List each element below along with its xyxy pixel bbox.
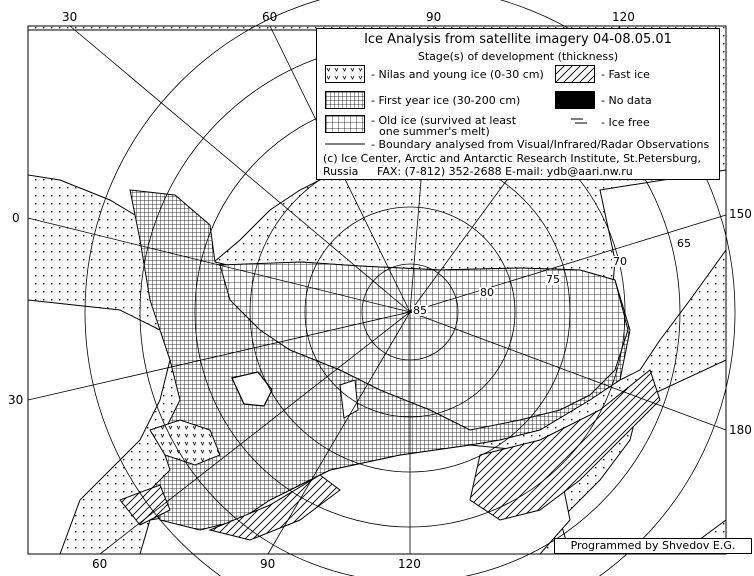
chart-subtitle: Stage(s) of development (thickness) (417, 50, 619, 63)
ice-free-icon (569, 115, 591, 129)
lon-label-bottom-60: 60 (92, 557, 108, 571)
legend-box (316, 28, 720, 180)
fast-ice-swatch (555, 65, 595, 83)
copyright-note: (c) Ice Center, Arctic and Antarctic Research Institute, St.Petersburg, Russia (323, 152, 701, 178)
lat-label-80: 80 (480, 286, 494, 299)
no-data-swatch (555, 91, 595, 109)
lon-label-right-150: 150 (729, 207, 752, 221)
lat-label-70: 70 (613, 255, 627, 268)
credit-label: Programmed by Shvedov E.G. (554, 538, 752, 554)
lon-label-top-120: 120 (612, 10, 635, 24)
first-year-swatch (325, 91, 365, 109)
legend-old-2: one summer's melt) (379, 125, 490, 138)
nilas-swatch (325, 65, 365, 83)
lon-label-bottom-120: 120 (398, 557, 421, 571)
lon-label-left-0: 0 (12, 211, 20, 225)
boundary-line-icon (325, 139, 365, 149)
lat-label-65: 65 (677, 237, 691, 250)
lon-label-right-180: 180 (729, 423, 752, 437)
legend-fast: - Fast ice (601, 68, 650, 81)
contact-note: FAX: (7-812) 352-2688 E-mail: ydb@aari.nw.ru (377, 165, 633, 178)
lon-label-top-90: 90 (426, 10, 442, 24)
legend-nilas: - Nilas and young ice (0-30 cm) (371, 68, 544, 81)
lon-label-left-30: 30 (8, 393, 24, 407)
lon-label-bottom-90: 90 (260, 557, 276, 571)
lat-label-75: 75 (546, 273, 560, 286)
old-ice-swatch (325, 115, 365, 133)
lon-label-top-60: 60 (262, 10, 278, 24)
lon-label-top-30: 30 (62, 10, 78, 24)
legend-no-data: - No data (601, 94, 652, 107)
chart-title: Ice Analysis from satellite imagery 04-08.05.01 (364, 32, 672, 47)
legend-first-year: - First year ice (30-200 cm) (371, 94, 521, 107)
legend-boundary: - Boundary analysed from Visual/Infrared/Radar Observations (371, 138, 710, 151)
legend-ice-free: - Ice free (601, 116, 650, 129)
lat-label-85: 85 (413, 304, 427, 317)
legend-old-1: - Old ice (survived at least (371, 114, 517, 127)
